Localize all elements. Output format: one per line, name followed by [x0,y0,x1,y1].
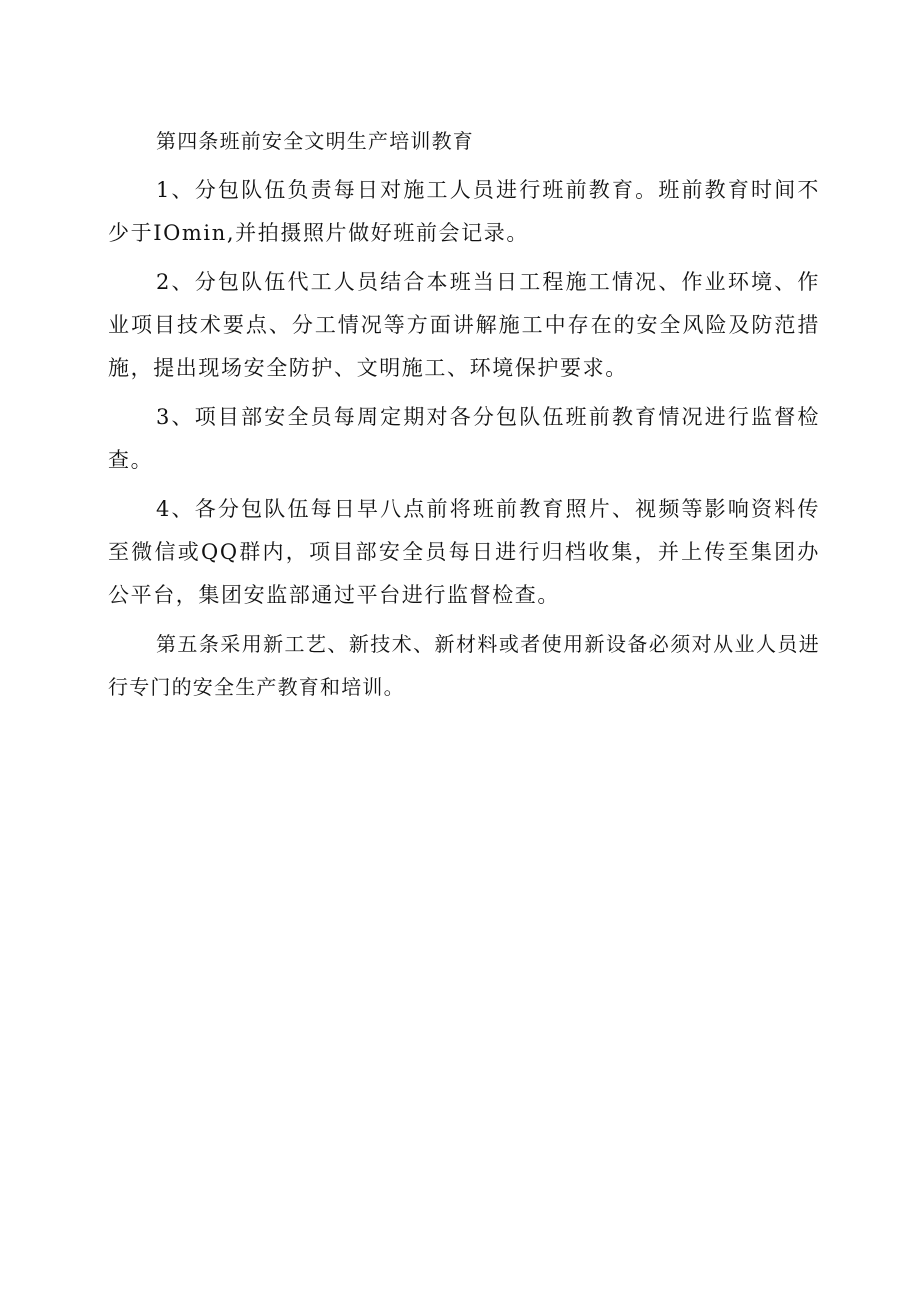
document-page [108,120,820,715]
article-4-item-3: 3、项目部安全员每周定期对各分包队伍班前教育情况进行监督检查。 [108,405,820,472]
article-4-item-1: 1、分包队伍负责每日对施工人员进行班前教育。班前教育时间不少于IOmin,并拍摄照片做好班前会记录。 [108,178,820,245]
article-4-item-2: 2、分包队伍代工人员结合本班当日工程施工情况、作业环境、作业项目技术要点、分工情况等方面讲解施工中存在的安全风险及防范措施，提出现场安全防护、文明施工、环境保护要求。 [108,270,820,380]
article-5-paragraph: 第五条采用新工艺、新技术、新材料或者使用新设备必须对从业人员进行专门的安全生产教育和培训。 [108,632,820,699]
article-4-heading: 第四条班前安全文明生产培训教育 [156,129,474,153]
article-4-item-4: 4、各分包队伍每日早八点前将班前教育照片、视频等影响资料传至微信或QQ群内，项目部安全员每日进行归档收集，并上传至集团办公平台，集团安监部通过平台进行监督检查。 [108,497,820,607]
